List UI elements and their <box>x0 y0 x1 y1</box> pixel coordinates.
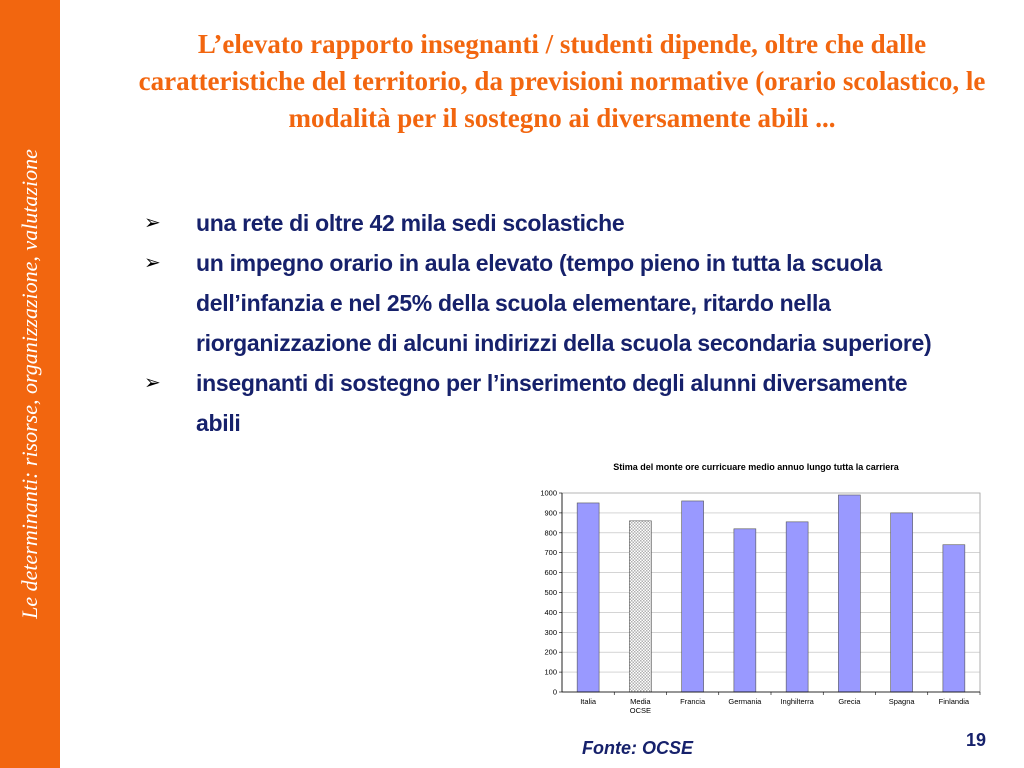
bar-media-ocse <box>629 521 651 692</box>
x-tick-label: Germania <box>728 697 762 706</box>
bar-finlandia <box>943 545 965 692</box>
arrow-bullet-icon: ➢ <box>144 252 161 274</box>
y-tick-label: 300 <box>544 627 557 637</box>
bar-spagna <box>891 513 913 692</box>
y-tick-label: 700 <box>544 548 557 558</box>
bar-germania <box>734 529 756 692</box>
x-tick-label: Italia <box>580 697 597 706</box>
y-tick-label: 100 <box>544 667 557 677</box>
chart-bars <box>577 495 965 692</box>
arrow-bullet-icon: ➢ <box>144 372 161 394</box>
x-tick-label: Inghilterra <box>780 697 814 706</box>
slide-title: L’elevato rapporto insegnanti / studenti dipende, oltre che dalle caratteristiche del territorio, da previsioni normative (orario scolastico, le modalità per il sostegno ai diversamente abili ... <box>138 29 986 133</box>
x-tick-label: Grecia <box>838 697 861 706</box>
x-tick-label: Finlandia <box>938 697 970 706</box>
chart-title: Stima del monte ore curricuare medio annuo lungo tutta la carriera <box>613 462 899 472</box>
bullet-text: un impegno orario in aula elevato (tempo pieno in tutta la scuola dell’infanzia e nel 25% della scuola elementare, ritardo nella riorganizzazione di alcuni indirizzi della scuola secondaria superiore) <box>196 250 932 356</box>
page-number: 19 <box>966 730 987 750</box>
bullet-item <box>140 363 940 443</box>
chart-y-axis <box>540 489 562 697</box>
bar-francia <box>682 501 704 692</box>
y-tick-label: 0 <box>552 687 557 697</box>
bullet-text: insegnanti di sostegno per l’inserimento degli alunni diversamente abili <box>196 370 908 436</box>
bullet-item <box>140 243 940 363</box>
bar-italia <box>577 503 599 692</box>
bullet-item <box>140 203 940 243</box>
x-tick-label: Francia <box>680 697 706 706</box>
bullet-list <box>140 203 940 443</box>
y-tick-label: 200 <box>544 647 557 657</box>
sidebar-title: Le determinanti: risorse, organizzazione, valutazione <box>17 149 42 619</box>
y-tick-label: 500 <box>544 588 557 597</box>
arrow-bullet-icon: ➢ <box>144 212 161 234</box>
y-tick-label: 600 <box>544 568 557 578</box>
chart-x-axis <box>562 692 980 715</box>
x-tick-label: Spagna <box>888 697 915 706</box>
y-tick-label: 400 <box>544 607 557 617</box>
sidebar <box>0 0 60 768</box>
x-tick-label: Media OCSE <box>629 697 652 715</box>
bar-grecia <box>838 495 860 692</box>
bar-inghilterra <box>786 522 808 692</box>
source-note: Fonte: OCSE <box>582 738 693 758</box>
chart-gridlines <box>562 493 980 692</box>
bullet-text: una rete di oltre 42 mila sedi scolastiche <box>196 210 625 236</box>
bar-chart <box>520 456 1000 726</box>
y-tick-label: 1000 <box>540 488 557 498</box>
y-tick-label: 800 <box>544 528 557 538</box>
y-tick-label: 900 <box>544 508 557 518</box>
